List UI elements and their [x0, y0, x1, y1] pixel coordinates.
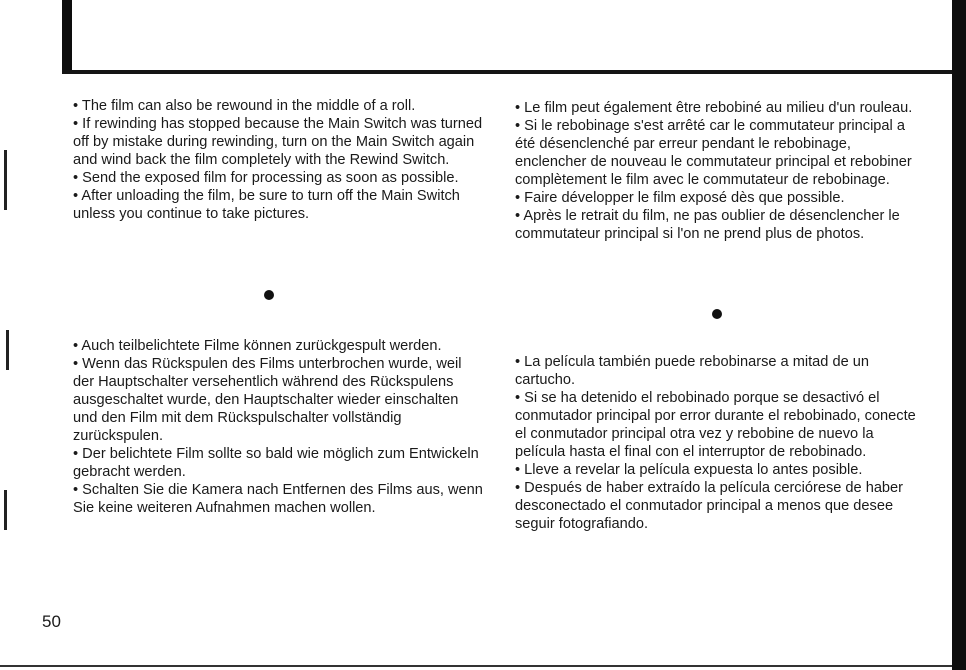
english-section	[73, 97, 483, 223]
spanish-paragraph: • Después de haber extraído la película cerciórese de haber desconectado el conmutador principal a menos que desee seguir fotografiando.	[515, 480, 904, 532]
scan-edge-mark	[4, 150, 7, 210]
spanish-paragraph: • La película también puede rebobinarse a mitad de un cartucho.	[515, 354, 869, 388]
english-paragraph: • If rewinding has stopped because the Main Switch was turned off by mistake during rewinding, turn on the Main Switch again and wind back the film completely with the Rewind Switch.	[73, 116, 483, 168]
header-rule	[62, 70, 952, 74]
german-paragraph: • Auch teilbelichtete Filme können zurückgespult werden.	[73, 338, 442, 354]
section-separator-dot	[712, 309, 722, 319]
spanish-paragraph: • Lleve a revelar la película expuesta lo antes posible.	[515, 462, 863, 478]
english-paragraph: • Send the exposed film for processing as soon as possible.	[73, 170, 459, 186]
section-separator-dot	[264, 290, 274, 300]
french-paragraph: • Faire développer le film exposé dès que possible.	[515, 190, 845, 206]
spanish-paragraph: • Si se ha detenido el rebobinado porque se desactivó el conmutador principal por error durante el rebobinado, conecte el conmutador principal otra vez y rebobine de nuevo la película hasta el final con el interruptor de rebobinado.	[515, 390, 916, 460]
german-section	[73, 337, 483, 517]
german-paragraph: • Der belichtete Film sollte so bald wie möglich zum Entwickeln gebracht werden.	[73, 446, 479, 480]
french-section	[515, 99, 925, 243]
german-paragraph: • Schalten Sie die Kamera nach Entfernen des Films aus, wenn Sie keine weiteren Aufnahmen machen wollen.	[73, 482, 483, 516]
scan-edge-mark	[4, 490, 7, 530]
spanish-section	[515, 353, 925, 533]
french-paragraph: • Si le rebobinage s'est arrêté car le commutateur principal a été désenclenché par erreur pendant le rebobinage, enclencher de nouveau le commutateur principal et rebobiner complètement le film avec le commutateur de rebobinage.	[515, 118, 912, 188]
german-paragraph: • Wenn das Rückspulen des Films unterbrochen wurde, weil der Hauptschalter versehentlich während des Rückspulens ausgeschaltet wurde, den Hauptschalter wieder einschalten und den Film mit dem Rückspulschalter vollständig zurückspulen.	[73, 356, 462, 444]
french-paragraph: • Le film peut également être rebobiné au milieu d'un rouleau.	[515, 100, 913, 116]
scan-edge-mark	[6, 330, 9, 370]
english-paragraph: • After unloading the film, be sure to turn off the Main Switch unless you continue to take pictures.	[73, 188, 460, 222]
page-edge-shadow	[952, 0, 966, 670]
french-paragraph: • Après le retrait du film, ne pas oublier de désenclencher le commutateur principal si l'on ne prend plus de photos.	[515, 208, 900, 242]
english-paragraph: • The film can also be rewound in the middle of a roll.	[73, 98, 416, 114]
page-number: 50	[42, 612, 61, 631]
bottom-rule	[0, 665, 952, 667]
header-black-band	[62, 0, 72, 74]
